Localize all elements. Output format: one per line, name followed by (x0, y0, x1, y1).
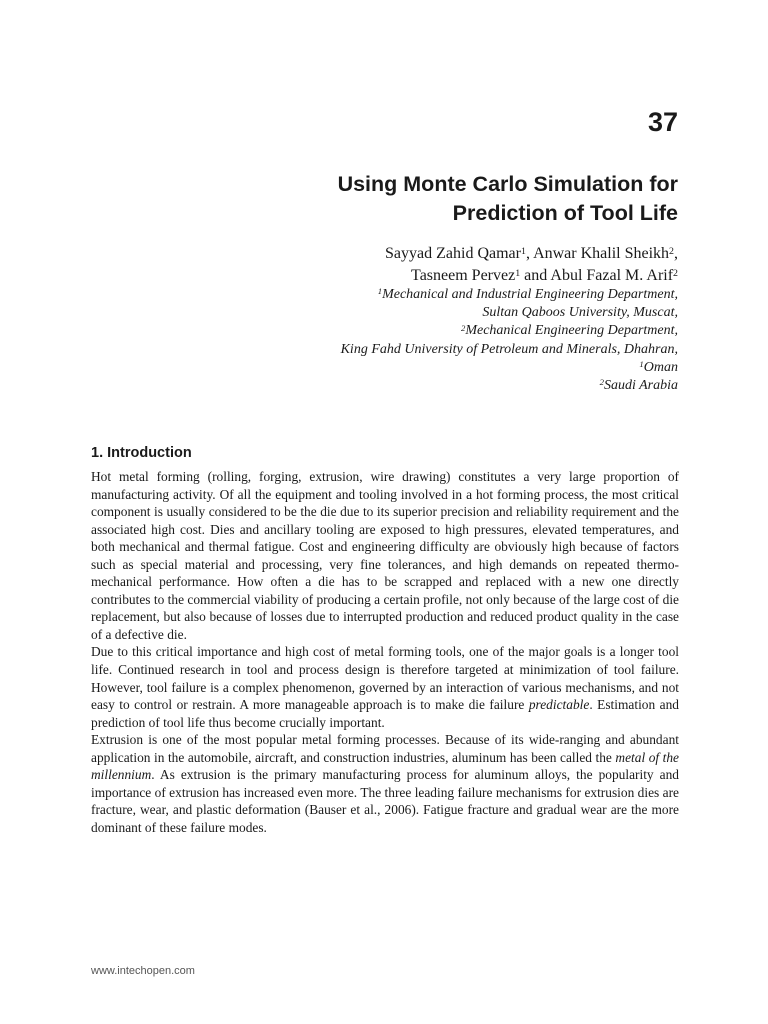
affiliation-line (118, 377, 678, 395)
emphasis-text: predictable (528, 697, 590, 713)
author-name: Tasneem Pervez (411, 267, 516, 284)
section-heading: 1. Introduction (91, 445, 192, 461)
author-affiliation-mark: 2 (669, 245, 674, 257)
author-list (118, 243, 678, 287)
affiliation-text: Sultan Qaboos University, Muscat, (482, 305, 678, 321)
affiliation-text: Oman (643, 359, 678, 375)
author-separator: , (674, 245, 678, 262)
affiliation-line (118, 341, 678, 359)
affiliation-line (118, 286, 678, 304)
affiliation-text: Mechanical and Industrial Engineering Department, (382, 287, 678, 302)
author-affiliation-mark: 1 (515, 267, 521, 279)
affiliation-mark: 1 (377, 286, 383, 297)
author-separator: and (520, 267, 551, 284)
affiliation-text: Saudi Arabia (603, 378, 678, 394)
body-text (91, 468, 679, 836)
affiliation-mark: 2 (599, 377, 604, 388)
affiliation-line (118, 359, 678, 377)
author-affiliation-mark: 2 (673, 267, 678, 279)
affiliation-line (118, 304, 678, 322)
paragraph-3 (91, 731, 679, 836)
affiliation-line (118, 322, 678, 340)
chapter-number: 37 (647, 107, 678, 137)
author-name: Sayyad Zahid Qamar (385, 245, 521, 262)
author-separator: , (525, 245, 534, 262)
affiliation-list (118, 286, 678, 395)
chapter-title-line-2: Prediction of Tool Life (452, 201, 678, 225)
author-line-2 (118, 265, 678, 287)
affiliation-text: King Fahd University of Petroleum and Minerals, Dhahran, (340, 341, 678, 357)
author-affiliation-mark: 1 (520, 245, 526, 257)
text-run: . As extrusion is the primary manufacturing process for aluminum alloys, the popularity and importance of extrusion has increased even more. The three leading failure mechanisms for extrusion dies are fracture, wear, and plastic deformation (Bauser et al., 2006). Fatigue fracture and gradual wear are the more dominant of these failure modes. (91, 767, 679, 835)
text-run: . Estimation and prediction of tool life thus become crucially important. (91, 697, 679, 730)
author-name: Anwar Khalil Sheikh (533, 245, 670, 262)
author-line-1 (118, 243, 678, 265)
text-run: Extrusion is one of the most popular metal forming processes. Because of its wide-ranging and abundant application in the automobile, aircraft, and construction industries, aluminum has been called the (91, 732, 679, 765)
chapter-title-line-1: Using Monte Carlo Simulation for (337, 172, 678, 196)
affiliation-mark: 1 (639, 358, 644, 369)
affiliation-mark: 2 (460, 322, 466, 333)
emphasis-text: metal of the millennium (91, 749, 680, 783)
paragraph-1 (91, 468, 679, 643)
affiliation-text: Mechanical Engineering Department, (465, 323, 678, 339)
paragraph-2 (91, 643, 679, 731)
author-name: Abul Fazal M. Arif (550, 267, 674, 284)
text-run: Hot metal forming (rolling, forging, extrusion, wire drawing) constitutes a very large proportion of manufacturing activity. Of all the equipment and tooling involved in a hot forming process, the most critical component is usually considered to be the die due to its superior precision and reliability requirement and the associated high cost. Dies and ancillary tooling are exposed to high pressures, elevated temperatures, and both mechanical and thermal fatigue. Cost and engineering difficulty are obviously high because of factors such as special material and processing, very fine tolerances, and high demands on repeated thermo-mechanical performance. How often a die has to be scrapped and replaced with a new one directly contributes to the commercial viability of producing a certain profile, not only because of the large cost of die replacement, but also because of losses due to interrupted production and reduced product quality in the case of a defective die. (91, 469, 679, 642)
text-run: Due to this critical importance and high cost of metal forming tools, one of the major goals is a longer tool life. Continued research in tool and process design is therefore targeted at minimization of tool failure. However, tool failure is a complex phenomenon, governed by an interaction of various mechanisms, and not easy to control or restrain. A more manageable approach is to make die failure (91, 644, 679, 713)
chapter-title (118, 170, 678, 228)
footer-website-link[interactable]: www.intechopen.com (91, 965, 195, 977)
